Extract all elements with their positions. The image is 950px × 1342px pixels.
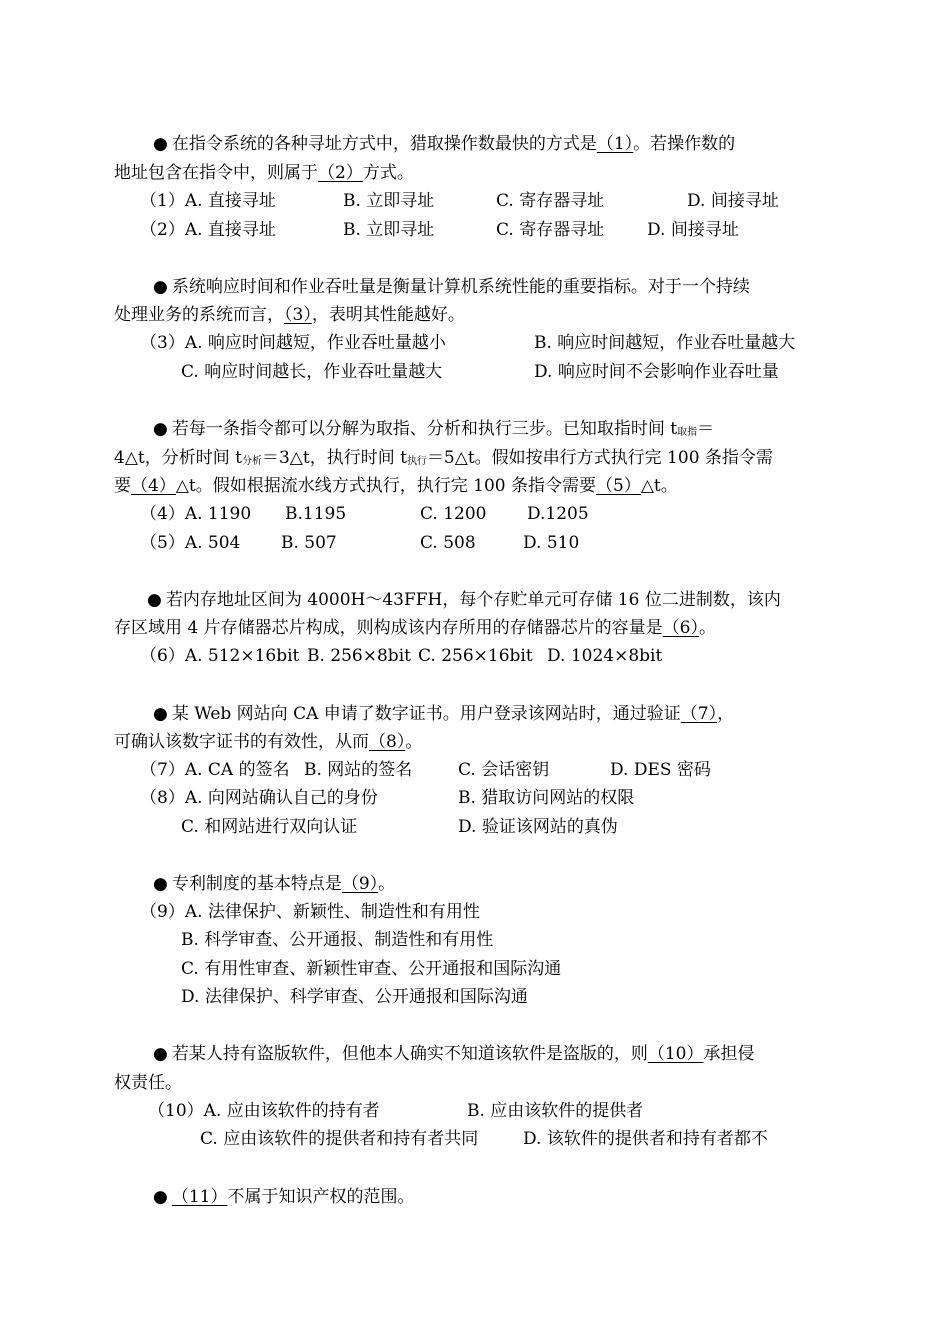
question-4-line-3: 要（4）△t。假如根据流水线方式执行，执行完 100 条指令需要（5）△t。 [114, 476, 678, 496]
question-10-line-2: 权责任。 [114, 1073, 182, 1093]
options-3-c: C. 响应时间越长，作业吞吐量越大 [181, 362, 443, 382]
options-1-c: C. 寄存器寻址 [496, 191, 605, 211]
blank-7: （7） [680, 704, 718, 724]
blank-3: （3） [284, 305, 312, 325]
question-4-line-2: 4△t，分析时间 t分析＝3△t，执行时间 t执行＝5△t。假如按串行方式执行完 100 条指令需 [114, 448, 773, 468]
options-2-a: （2）A. 直接寻址 [140, 220, 276, 240]
bullet-icon: ● [153, 704, 168, 724]
options-5-b: B. 507 [281, 533, 337, 553]
question-3-line-2: 处理业务的系统而言，（3），表明其性能越好。 [114, 305, 465, 325]
options-1-a: （1）A. 直接寻址 [140, 191, 276, 211]
question-6-line-1: ● 若内存地址区间为 4000H～43FFH，每个存贮单元可存储 16 位二进制数，该内 [147, 590, 781, 610]
bullet-icon: ● [153, 874, 168, 894]
options-1-b: B. 立即寻址 [343, 191, 435, 211]
question-1-line-1: ● 在指令系统的各种寻址方式中，猎取操作数最快的方式是（1）。若操作数的 [153, 134, 736, 154]
options-9-d: D. 法律保护、科学审查、公开通报和国际沟通 [181, 987, 528, 1007]
options-5-d: D. 510 [523, 533, 580, 553]
options-2-b: B. 立即寻址 [343, 220, 435, 240]
options-3-a: （3）A. 响应时间越短，作业吞吐量越小 [140, 333, 446, 353]
question-9-line-1: ● 专利制度的基本特点是（9）。 [153, 874, 396, 894]
question-3-line-1: ● 系统响应时间和作业吞吐量是衡量计算机系统性能的重要指标。对于一个持续 [153, 277, 750, 297]
blank-11: （11） [171, 1187, 228, 1207]
options-9-b: B. 科学审查、公开通报、制造性和有用性 [181, 930, 494, 950]
blank-8: （8） [369, 732, 406, 752]
bullet-icon: ● [153, 419, 168, 439]
bullet-icon: ● [153, 134, 168, 154]
options-4-c: C. 1200 [420, 504, 487, 524]
options-6-c: C. 256×16bit [418, 646, 533, 666]
options-10-b: B. 应由该软件的提供者 [467, 1101, 644, 1121]
options-8-a: （8）A. 向网站确认自己的身份 [140, 788, 378, 808]
options-4-d: D.1205 [527, 504, 589, 524]
options-4-b: B.1195 [285, 504, 347, 524]
options-8-d: D. 验证该网站的真伪 [458, 817, 618, 837]
options-7-a: （7）A. CA 的签名 [140, 760, 290, 780]
question-7-line-2: 可确认该数字证书的有效性，从而（8）。 [114, 732, 423, 752]
options-7-b: B. 网站的签名 [304, 760, 413, 780]
options-4-a: （4）A. 1190 [140, 504, 252, 524]
question-10-line-1: ● 若某人持有盗版软件，但他本人确实不知道该软件是盗版的，则（10）承担侵 [153, 1044, 755, 1064]
blank-10: （10） [647, 1044, 704, 1064]
options-5-c: C. 508 [420, 533, 476, 553]
options-2-d: D. 间接寻址 [647, 220, 739, 240]
blank-9: （9） [341, 874, 379, 894]
options-2-c: C. 寄存器寻址 [496, 220, 605, 240]
options-6-d: D. 1024×8bit [547, 646, 663, 666]
blank-5: （5） [596, 476, 641, 496]
bullet-icon: ● [153, 1187, 168, 1207]
options-9-c: C. 有用性审查、新颖性审查、公开通报和国际沟通 [181, 959, 562, 979]
question-6-line-2: 存区域用 4 片存储器芯片构成，则构成该内存所用的存储器芯片的容量是（6）。 [114, 618, 716, 638]
question-4-line-1: ● 若每一条指令都可以分解为取指、分析和执行三步。已知取指时间 t取指＝ [153, 419, 715, 439]
options-1-d: D. 间接寻址 [687, 191, 779, 211]
options-3-b: B. 响应时间越短，作业吞吐量越大 [534, 333, 796, 353]
blank-1: （1） [596, 134, 634, 154]
options-7-c: C. 会话密钥 [458, 760, 550, 780]
options-5-a: （5）A. 504 [140, 533, 241, 553]
options-10-d: D. 该软件的提供者和持有者都不 [523, 1129, 768, 1149]
options-10-a: （10）A. 应由该软件的持有者 [148, 1101, 380, 1121]
options-6-a: （6）A. 512×16bit [140, 646, 300, 666]
bullet-icon: ● [147, 590, 162, 610]
blank-2: （2） [318, 163, 363, 183]
question-7-line-1: ● 某 Web 网站向 CA 申请了数字证书。用户登录该网站时，通过验证（7）， [153, 704, 735, 724]
bullet-icon: ● [153, 277, 168, 297]
question-11-line-1: ● （11）不属于知识产权的范围。 [153, 1187, 415, 1207]
options-6-b: B. 256×8bit [307, 646, 411, 666]
blank-6: （6） [662, 618, 699, 638]
options-10-c: C. 应由该软件的提供者和持有者共同 [200, 1129, 479, 1149]
question-1-line-2: 地址包含在指令中，则属于（2）方式。 [114, 163, 414, 183]
options-3-d: D. 响应时间不会影响作业吞吐量 [534, 362, 779, 382]
blank-4: （4） [131, 476, 176, 496]
options-8-c: C. 和网站进行双向认证 [181, 817, 358, 837]
options-9-a: （9）A. 法律保护、新颖性、制造性和有用性 [140, 902, 480, 922]
bullet-icon: ● [153, 1044, 168, 1064]
options-7-d: D. DES 密码 [610, 760, 711, 780]
options-8-b: B. 猎取访问网站的权限 [458, 788, 635, 808]
